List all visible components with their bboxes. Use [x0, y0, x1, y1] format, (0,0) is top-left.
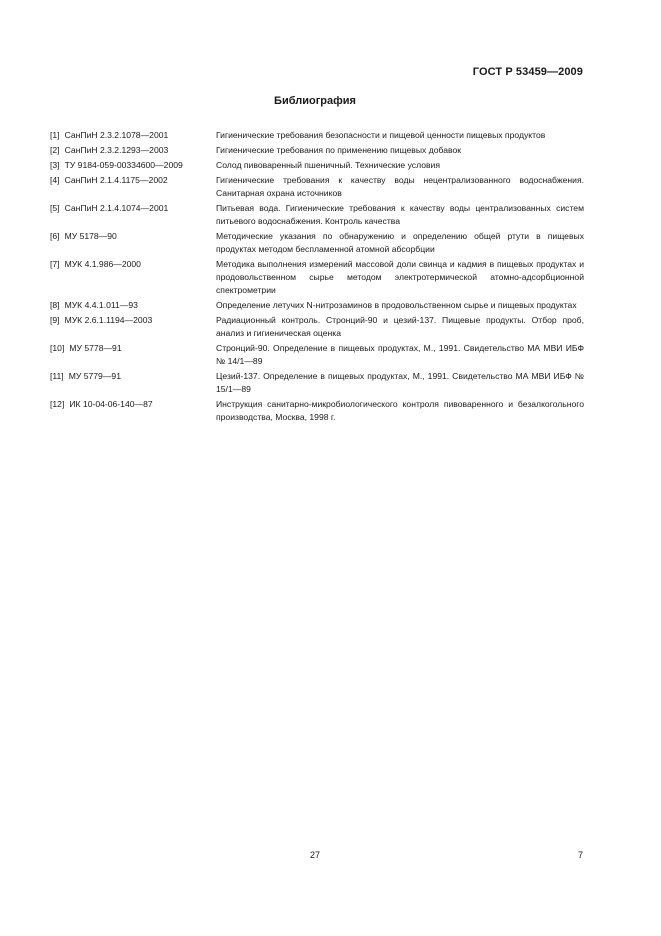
bibliography-entry [50, 202, 584, 228]
entry-reference [50, 129, 216, 142]
entry-document-code: СанПиН 2.1.4.1175—2002 [64, 175, 168, 185]
entry-description: Стронций-90. Определение в пищевых продуктах, М., 1991. Свидетельство МА МВИ ИБФ № 14/1—89 [216, 343, 584, 366]
entry-description: Гигиенические требования к качеству воды нецентрализованного водоснабжения. Санитарная охрана источников [216, 175, 584, 198]
bibliography-entry [50, 314, 584, 340]
entry-number: [4] [50, 175, 60, 185]
bibliography-entry [50, 174, 584, 200]
bibliography-entry [50, 342, 584, 368]
entry-number: [9] [50, 315, 60, 325]
entry-description: Питьевая вода. Гигиенические требования к качеству воды централизованных систем питьевого водоснабжения. Контроль качества [216, 203, 584, 226]
entry-reference [50, 230, 216, 243]
entry-document-code: ТУ 9184-059-00334600—2009 [64, 160, 183, 170]
entry-reference [50, 299, 216, 312]
entry-number: [12] [50, 399, 65, 409]
bibliography-entry [50, 159, 584, 172]
entry-description: Инструкция санитарно-микробиологического контроля пивоваренного и безалкогольного производства, Москва, 1998 г. [216, 399, 584, 422]
entry-document-code: МУ 5778—91 [69, 343, 122, 353]
entry-reference [50, 258, 216, 271]
sheet-number: 7 [577, 850, 583, 860]
entry-reference [50, 159, 216, 172]
entry-document-code: СанПиН 2.3.2.1078—2001 [64, 130, 169, 140]
entry-number: [6] [50, 231, 60, 241]
entry-number: [1] [50, 130, 60, 140]
entry-description: Методические указания по обнаружению и определению общей ртути в пищевых продуктах методом беспламенной атомной абсорбции [216, 231, 584, 254]
entry-number: [11] [50, 371, 64, 381]
entry-document-code: МУ 5779—91 [68, 371, 121, 381]
entry-document-code: МУК 4.4.1.011—93 [64, 300, 138, 310]
entry-document-code: СанПиН 2.3.2.1293—2003 [64, 145, 169, 155]
entry-document-code: МУК 4.1.986—2000 [64, 259, 141, 269]
entry-reference [50, 144, 216, 157]
entry-description: Солод пивоваренный пшеничный. Технические условия [216, 160, 441, 170]
entry-document-code: МУК 2.6.1.1194—2003 [64, 315, 153, 325]
entry-number: [7] [50, 259, 60, 269]
entry-description: Радиационный контроль. Стронций-90 и цезий-137. Пищевые продукты. Отбор проб, анализ и гигиеническая оценка [216, 315, 584, 338]
entry-number: [2] [50, 145, 60, 155]
entry-description: Гигиенические требования по применению пищевых добавок [216, 145, 462, 155]
entry-number: [3] [50, 160, 60, 170]
entry-document-code: СанПиН 2.1.4.1074—2001 [64, 203, 169, 213]
bibliography-entry [50, 144, 584, 157]
entry-document-code: ИК 10-04-06-140—87 [69, 399, 153, 409]
bibliography-entry [50, 258, 584, 297]
bibliography-entry [50, 299, 584, 312]
document-code: ГОСТ Р 53459—2009 [472, 66, 583, 78]
entry-reference [50, 202, 216, 215]
entry-reference [50, 174, 216, 187]
bibliography-entry [50, 370, 584, 396]
page-number: 27 [309, 850, 320, 860]
entry-reference [50, 370, 216, 383]
entry-reference [50, 314, 216, 327]
entry-description: Определение летучих N-нитрозаминов в продовольственном сырье и пищевых продуктах [216, 300, 577, 310]
bibliography-entry [50, 398, 584, 424]
entry-description: Цезий-137. Определение в пищевых продуктах, М., 1991. Свидетельство МА МВИ ИБФ № 15/1—89 [216, 371, 584, 394]
entry-description: Методика выполнения измерений массовой доли свинца и кадмия в пищевых продуктах и продовольственном сырье методом электротермической атомно-адсорбционной спектрометрии [216, 259, 584, 295]
entry-number: [5] [50, 203, 60, 213]
entry-number: [8] [50, 300, 60, 310]
section-title: Библиография [274, 95, 356, 107]
entry-description: Гигиенические требования безопасности и пищевой ценности пищевых продуктов [216, 130, 546, 140]
entry-reference [50, 342, 216, 355]
entry-number: [10] [50, 343, 65, 353]
bibliography-list [50, 129, 584, 424]
entry-document-code: МУ 5178—90 [64, 231, 117, 241]
bibliography-entry [50, 129, 584, 142]
bibliography-entry [50, 230, 584, 256]
entry-reference [50, 398, 216, 411]
